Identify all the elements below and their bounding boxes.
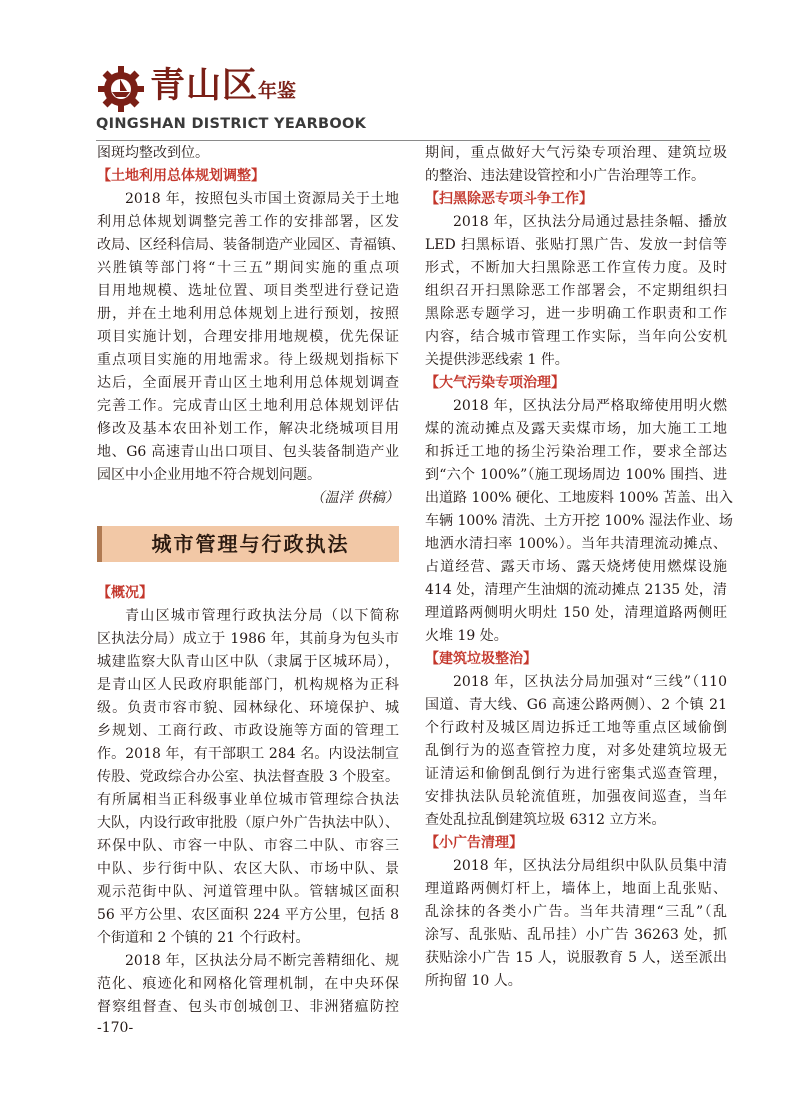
- text-line: 车辆 100% 清洗、土方开挖 100% 湿法作业、场: [425, 513, 733, 529]
- waste-heading: 【建筑垃圾整治】: [425, 651, 537, 667]
- section-banner: [97, 526, 399, 562]
- page-header: [96, 58, 716, 138]
- text-line: 期间，重点做好大气污染专项治理、建筑垃圾: [425, 145, 727, 161]
- ads-heading: 【小广告清理】: [425, 835, 523, 851]
- text-line: 观示范街中队、河道管理中队。管辖城区面积: [97, 884, 399, 900]
- text-line: LED 扫黑标语、张贴打黑广告、发放一封信等: [425, 237, 727, 253]
- text-line: 证清运和偷倒乱倒行为进行密集式巡查管理，: [425, 766, 727, 782]
- text-line: 项目实施计划，合理安排用地规模，优先保证: [97, 329, 399, 345]
- yearbook-title-small: 年鉴: [258, 80, 297, 102]
- text-line: 和拆迁工地的扬尘污染治理工作，要求全部达: [425, 444, 727, 460]
- text-line: 涂写、乱张贴、乱吊挂）小广告 36263 处，抓: [425, 927, 727, 943]
- text-line: 国道、青大线、G6 高速公路两侧）、2 个镇 21: [425, 697, 727, 713]
- text-line: 中队、步行街中队、农区大队、市场中队、景: [97, 861, 399, 877]
- text-line: 范化、痕迹化和网格化管理机制，在中央环保: [97, 976, 399, 992]
- continued-paragraph: [425, 142, 727, 188]
- intro-line: 图斑均整改到位。: [97, 145, 209, 161]
- text-line: 2018 年，区执法分局组织中队队员集中清: [453, 858, 727, 874]
- land-heading: 【土地利用总体规划调整】: [97, 168, 265, 184]
- header-divider: [96, 140, 710, 141]
- waste-paragraph: [425, 671, 727, 832]
- yearbook-title-en: QINGSHAN DISTRICT YEARBOOK: [96, 116, 367, 132]
- text-line: 地洒水清扫率 100%）。当年共清理流动摊点、: [425, 536, 727, 552]
- text-line: 完善工作。完成青山区土地利用总体规划评估: [97, 398, 399, 414]
- text-line: 改局、区经科信局、装备制造产业园区、青福镇、: [97, 237, 405, 253]
- text-line: 的整治、违法建设管控和小广告治理等工作。: [425, 168, 705, 184]
- overview-heading: 【概况】: [97, 585, 153, 601]
- text-line: 查处乱拉乱倒建筑垃圾 6312 立方米。: [425, 812, 666, 828]
- text-line: 城建监察大队青山区中队（隶属于区城环局），: [97, 654, 399, 670]
- text-line: 个街道和 2 个镇的 21 个行政村。: [97, 930, 310, 946]
- text-line: 到“六个 100%”（施工现场周边 100% 围挡、进: [425, 467, 727, 483]
- yearbook-title-main: 青山区: [150, 65, 259, 106]
- text-line: 414 处，清理产生油烟的流动摊点 2135 处，清: [425, 582, 727, 598]
- text-line: 重点项目实施的用地需求。待上级规划指标下: [97, 352, 399, 368]
- text-line: 级。负责市容市貌、园林绿化、环境保护、城: [97, 700, 399, 716]
- text-line: 火堆 19 处。: [425, 628, 508, 644]
- text-line: 达后，全面展开青山区土地利用总体规划调查: [97, 375, 399, 391]
- air-heading: 【大气污染专项治理】: [425, 375, 565, 391]
- text-line: 所拘留 10 人。: [425, 973, 522, 989]
- text-line: 册，并在土地利用总体规划上进行预划，按照: [97, 306, 399, 322]
- right-column: [425, 142, 733, 993]
- text-line: 有所属相当正科级事业单位城市管理综合执法: [97, 792, 399, 808]
- text-line: 园区中小企业用地不符合规划问题。: [97, 467, 321, 483]
- text-line: 黑除恶专题学习，进一步明确工作职责和工作: [425, 306, 727, 322]
- text-line: 组织召开扫黑除恶工作部署会，不定期组织扫: [425, 283, 727, 299]
- text-line: 作。2018 年，有干部职工 284 名。内设法制宣: [97, 746, 399, 762]
- crime-paragraph: [425, 211, 727, 372]
- ads-paragraph: [425, 855, 727, 993]
- text-line: 获贴涂小广告 15 人，说服教育 5 人，送至派出: [425, 950, 727, 966]
- text-line: 传股、党政综合办公室、执法督查股 3 个股室。: [97, 769, 399, 785]
- section-title: 城市管理与行政执法: [151, 532, 350, 556]
- text-line: 兴胜镇等部门将“十三五”期间实施的重点项: [97, 260, 399, 276]
- yearbook-title: [150, 62, 296, 115]
- text-line: 2018 年，区执法分局加强对“三线”（110: [453, 674, 727, 690]
- left-column: [97, 142, 405, 1019]
- text-line: 煤的流动摊点及露天卖煤市场，加大施工工地: [425, 421, 727, 437]
- gear-ship-logo-icon: [96, 64, 146, 114]
- text-line: 内容，结合城市管理工作实际，当年向公安机: [425, 329, 727, 345]
- text-line: 乱倒行为的巡查管控力度，对多处建筑垃圾无: [425, 743, 727, 759]
- text-line: 理道路两侧灯杆上，墙体上，地面上乱张贴、: [425, 881, 727, 897]
- overview-paragraph: [97, 605, 399, 950]
- text-line: 出道路 100% 硬化、工地废料 100% 苫盖、出入: [425, 490, 733, 506]
- text-line: 利用总体规划调整完善工作的安排部署，区发: [97, 214, 399, 230]
- text-line: 2018 年，按照包头市国土资源局关于土地: [125, 191, 399, 207]
- text-line: 形式，不断加大扫黑除恶工作宣传力度。及时: [425, 260, 727, 276]
- text-line: 占道经营、露天市场、露天烧烤使用燃煤设施: [425, 559, 727, 575]
- text-line: 是青山区人民政府职能部门，机构规格为正科: [97, 677, 399, 693]
- text-line: 区执法分局）成立于 1986 年，其前身为包头市: [97, 631, 399, 647]
- land-author: （温洋 供稿）: [310, 490, 399, 506]
- text-line: 大队，内设行政审批股（原户外广告执法中队）、: [97, 815, 399, 831]
- text-line: 环保中队、市容一中队、市容二中队、市容三: [97, 838, 399, 854]
- text-line: 目用地规模、选址位置、项目类型进行登记造: [97, 283, 399, 299]
- text-line: 56 平方公里、农区面积 224 平方公里，包括 8: [97, 907, 399, 923]
- text-line: 2018 年，区执法分局严格取缔使用明火燃: [453, 398, 727, 414]
- text-line: 关提供涉恶线索 1 件。: [425, 352, 569, 368]
- air-paragraph: [425, 395, 733, 648]
- text-line: 2018 年，区执法分局不断完善精细化、规: [125, 953, 399, 969]
- text-line: 督察组督查、包头市创城创卫、非洲猪瘟防控: [97, 999, 399, 1015]
- text-line: 青山区城市管理行政执法分局（以下简称: [125, 608, 399, 624]
- text-line: 2018 年，区执法分局通过悬挂条幅、播放: [453, 214, 727, 230]
- text-line: 地、G6 高速青山出口项目、包头装备制造产业: [97, 444, 399, 460]
- text-line: 乱涂抹的各类小广告。当年共清理“三乱”（乱: [425, 904, 727, 920]
- land-paragraph: [97, 188, 405, 487]
- text-line: 个行政村及城区周边拆迁工地等重点区域偷倒: [425, 720, 727, 736]
- crime-heading: 【扫黑除恶专项斗争工作】: [425, 191, 593, 207]
- page-number: -170-: [97, 1020, 134, 1036]
- text-line: 安排执法队员轮流值班，加强夜间巡查，当年: [425, 789, 727, 805]
- text-line: 理道路两侧明火明灶 150 处，清理道路两侧旺: [425, 605, 727, 621]
- refine-paragraph: [97, 950, 399, 1019]
- text-line: 乡规划、工商行政、市政设施等方面的管理工: [97, 723, 399, 739]
- text-line: 修改及基本农田补划工作，解决北绕城项目用: [97, 421, 399, 437]
